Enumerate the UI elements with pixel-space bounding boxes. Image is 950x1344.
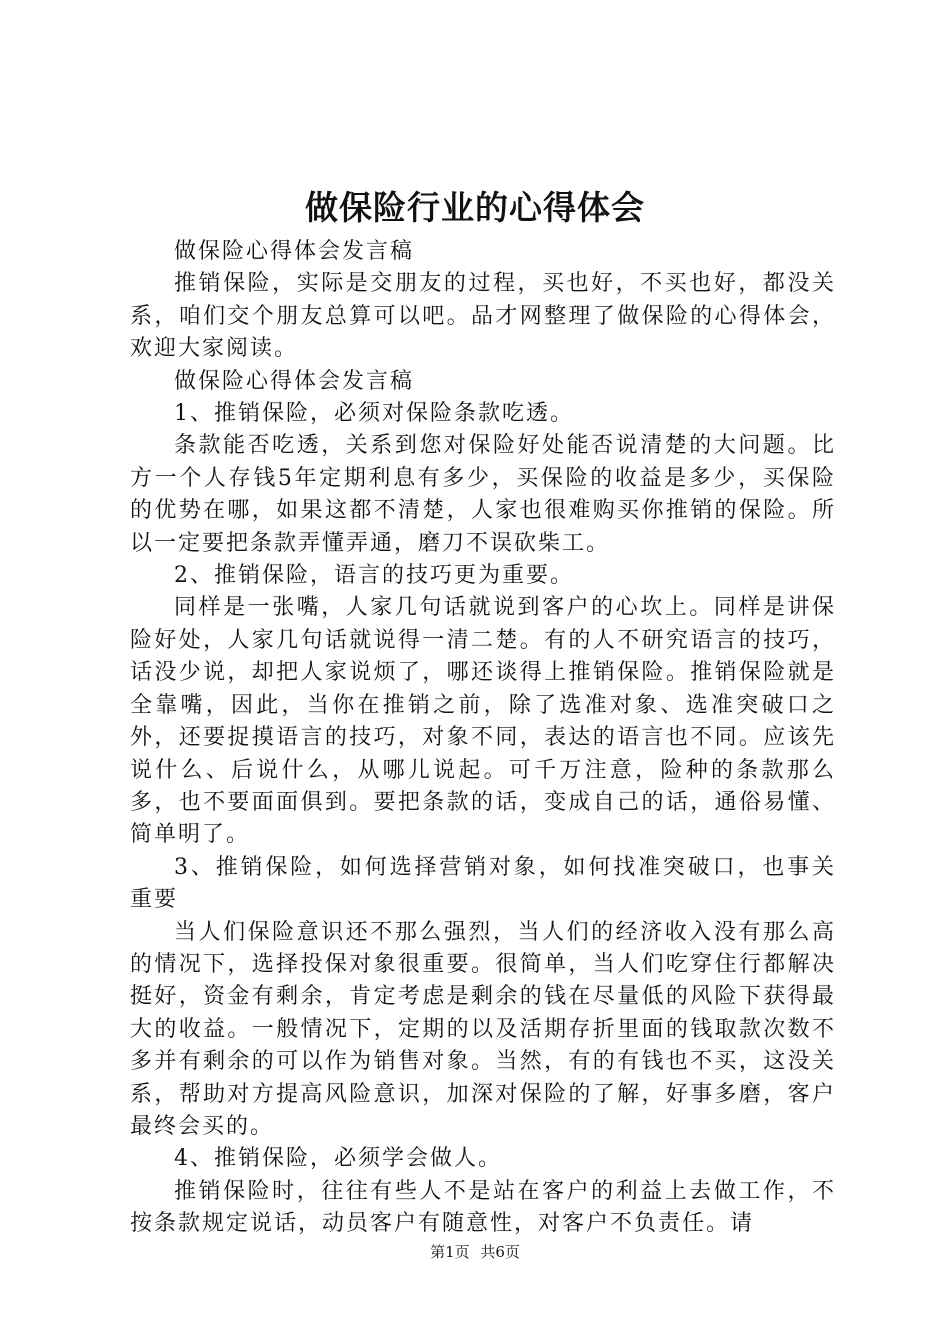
paragraph: 当人们保险意识还不那么强烈，当人们的经济收入没有那么高的情况下，选择投保对象很重要。很简单，当人们吃穿住行都解决挺好，资金有剩余，肯定考虑是剩余的钱在尽量低的风险下获得最大的收益。一般情况下，定期的以及活期存折里面的钱取款次数不多并有剩余的可以作为销售对象。当然，有的有钱也不买，这没关系，帮助对方提高风险意识，加深对保险的了解，好事多磨，客户最终会买的。 (130, 919, 836, 1139)
page-number: 第1页 (430, 1243, 470, 1261)
page-footer (0, 1241, 950, 1263)
paragraph: 做保险心得体会发言稿 (174, 239, 415, 264)
paragraph: 同样是一张嘴，人家几句话就说到客户的心坎上。同样是讲保险好处，人家几句话就说得一清二楚。有的人不研究语言的技巧，话没少说，却把人家说烦了，哪还谈得上推销保险。推销保险就是全靠嘴，因此，当你在推销之前，除了选准对象、选准突破口之外，还要捉摸语言的技巧，对象不同，表达的语言也不同。应该先说什么、后说什么，从哪儿说起。可千万注意，险种的条款那么多，也不要面面俱到。要把条款的话，变成自己的话，通俗易懂、简单明了。 (130, 595, 836, 848)
document-title: 做保险行业的心得体会 (305, 188, 645, 227)
paragraph: 推销保险时，往往有些人不是站在客户的利益上去做工作，不按条款规定说话，动员客户有随意性，对客户不负责任。请 (130, 1178, 836, 1237)
paragraph: 推销保险，实际是交朋友的过程，买也好，不买也好，都没关系，咱们交个朋友总算可以吧。品才网整理了做保险的心得体会，欢迎大家阅读。 (130, 271, 836, 362)
paragraph: 1、推销保险，必须对保险条款吃透。 (174, 401, 574, 427)
paragraph: 条款能否吃透，关系到您对保险好处能否说清楚的大问题。比方一个人存钱5年定期利息有多少，买保险的收益是多少，买保险的优势在哪，如果这都不清楚，人家也很难购买你推销的保险。所以一定要把条款弄懂弄通，磨刀不误砍柴工。 (130, 433, 836, 556)
paragraph: 2、推销保险，语言的技巧更为重要。 (174, 563, 574, 589)
page-total: 共6页 (480, 1243, 520, 1261)
document-body (130, 236, 836, 1241)
paragraph: 做保险心得体会发言稿 (174, 368, 415, 394)
paragraph: 4、推销保险，必须学会做人。 (174, 1146, 502, 1172)
paragraph: 3、推销保险，如何选择营销对象，如何找准突破口，也事关重要 (130, 854, 836, 913)
